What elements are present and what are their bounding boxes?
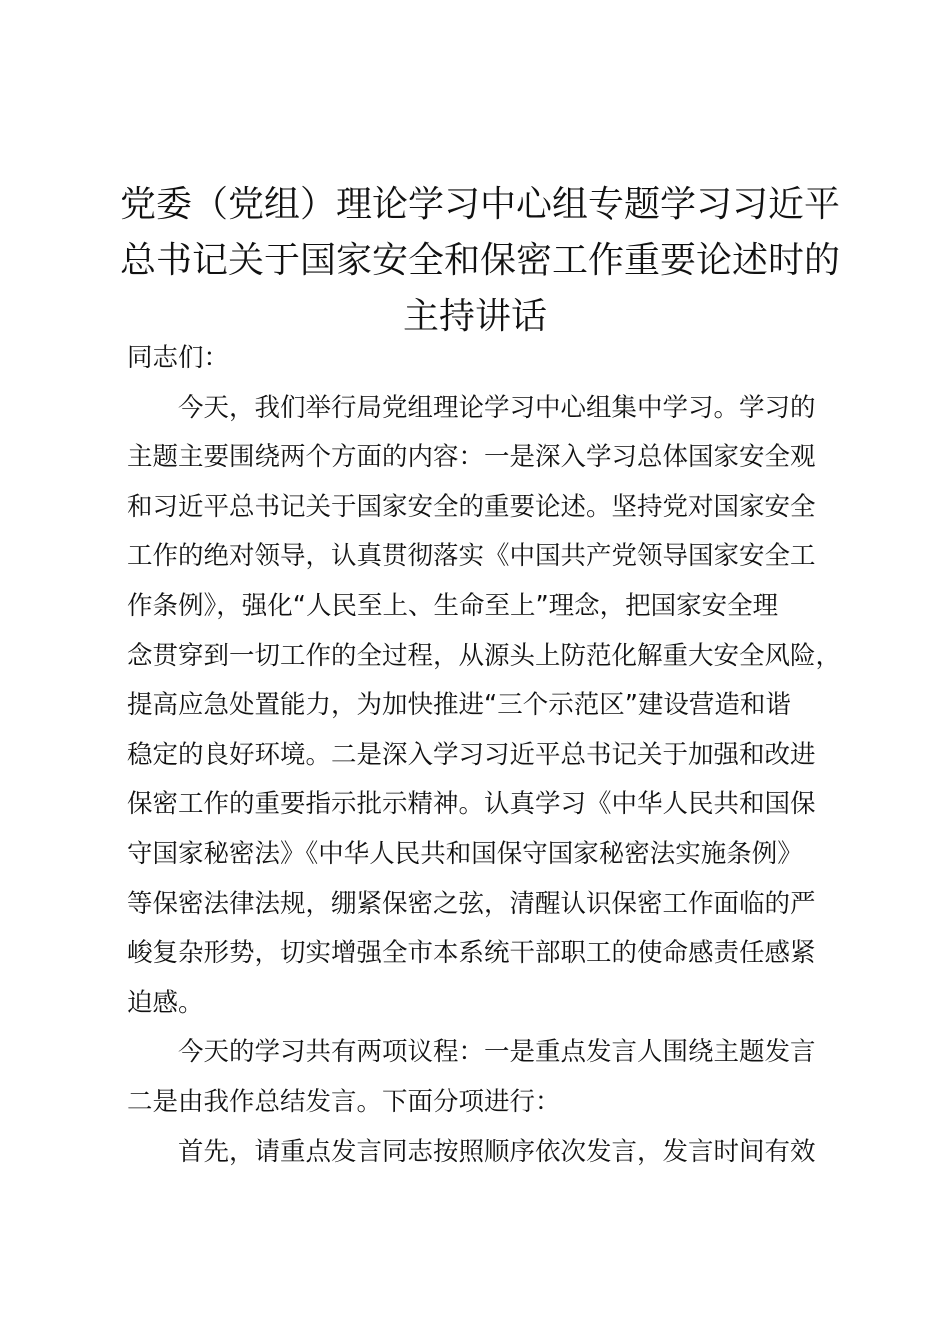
document-body <box>127 334 842 1177</box>
paragraph-1-line: 工作的绝对领导，认真贯彻落实《中国共产党领导国家安全工 <box>127 541 816 572</box>
paragraph-1-line: 保密工作的重要指示批示精神。认真学习《中华人民共和国保 <box>127 789 816 820</box>
paragraph-2-line: 二是由我作总结发言。下面分项进行： <box>127 1086 561 1117</box>
document-title <box>120 177 841 345</box>
paragraph-1-line: 提高应急处置能力，为加快推进“三个示范区”建设营造和谐 <box>127 690 791 721</box>
title-line-3: 主持讲话 <box>402 296 547 337</box>
paragraph-1-line: 今天，我们举行局党组理论学习中心组集中学习。学习的 <box>178 392 816 423</box>
paragraph-1-line: 峻复杂形势，切实增强全市本系统干部职工的使命感责任感紧 <box>127 938 816 969</box>
paragraph-1-line: 和习近平总书记关于国家安全的重要论述。坚持党对国家安全 <box>127 491 816 522</box>
paragraph-2-line: 今天的学习共有两项议程：一是重点发言人围绕主题发言 <box>178 1037 816 1068</box>
salutation: 同志们： <box>127 343 230 373</box>
paragraph-1-line: 守国家秘密法》《中华人民共和国保守国家秘密法实施条例》 <box>127 838 803 869</box>
paragraph-1-line: 作条例》，强化“人民至上、生命至上”理念，把国家安全理 <box>127 590 779 621</box>
title-line-1: 党委（党组）理论学习中心组专题学习习近平 <box>120 184 841 225</box>
paragraph-3-line: 首先，请重点发言同志按照顺序依次发言，发言时间有效 <box>178 1136 816 1167</box>
title-line-2: 总书记关于国家安全和保密工作重要论述时的 <box>120 240 841 281</box>
paragraph-1-line: 迫感。 <box>127 987 204 1018</box>
paragraph-1-line: 等保密法律法规，绷紧保密之弦，清醒认识保密工作面临的严 <box>127 888 816 919</box>
paragraph-1-line: 念贯穿到一切工作的全过程，从源头上防范化解重大安全风险， <box>127 640 842 671</box>
paragraph-1-line: 主题主要围绕两个方面的内容：一是深入学习总体国家安全观 <box>127 442 816 473</box>
paragraph-1-line: 稳定的良好环境。二是深入学习习近平总书记关于加强和改进 <box>127 739 816 770</box>
